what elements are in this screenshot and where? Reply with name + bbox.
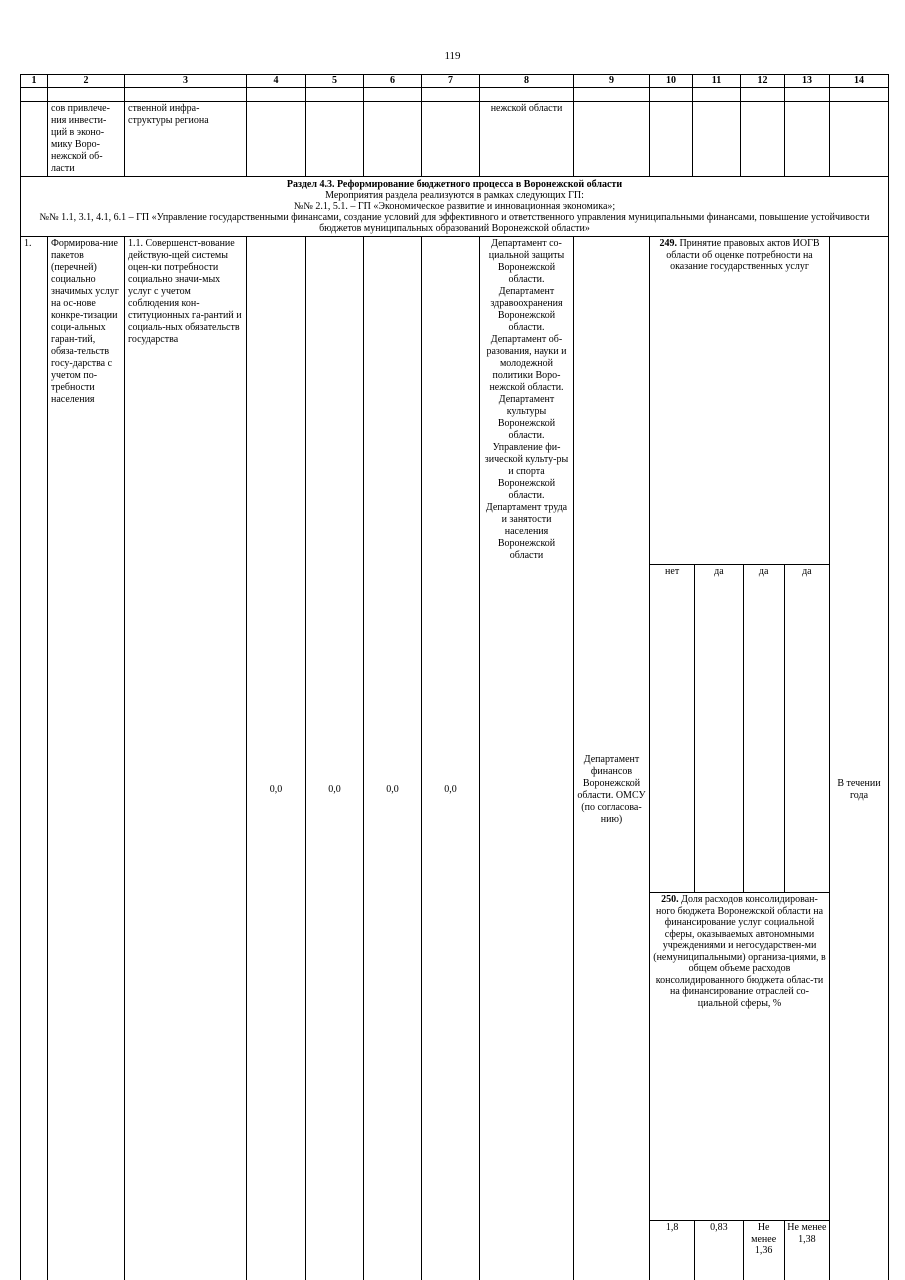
table-cell bbox=[785, 102, 830, 177]
table-cell bbox=[364, 102, 422, 177]
section-programs-line: №№ 1.1, 3.1, 4.1, 6.1 – ГП «Управление государственными финансами, создание условий для эффективного и ответственного управления муниципальными финансами, повышение устойчивости бюджетов муниципальных образований Воронежской области» bbox=[25, 212, 884, 234]
header-cell: 1 bbox=[21, 75, 48, 88]
indicator-value: нет bbox=[650, 565, 695, 893]
measure-description: 1.1. Совершенст-вование действую-щей системы оцен-ки потребности социально значи-мых услуг с учетом соблюдения кон-ституционных га-рантий и социаль-ных обязательств государства bbox=[125, 237, 247, 1280]
term-cell: В течении года bbox=[830, 237, 889, 1280]
funding-cell: 0,0 bbox=[306, 237, 364, 1280]
table-cell bbox=[247, 102, 306, 177]
plan-table bbox=[20, 74, 889, 1280]
table-cell bbox=[21, 102, 48, 177]
header-cell: 9 bbox=[574, 75, 650, 88]
indicator-249-values bbox=[650, 565, 829, 893]
indicator-value: 0,83 bbox=[695, 1221, 743, 1280]
header-gap-row bbox=[21, 88, 889, 102]
header-cell: 11 bbox=[693, 75, 741, 88]
section-programs-line: №№ 2.1, 5.1. – ГП «Экономическое развитие и инновационная экономика»; bbox=[25, 201, 884, 212]
header-cell: 6 bbox=[364, 75, 422, 88]
section-header bbox=[21, 177, 889, 237]
table-cell bbox=[741, 102, 785, 177]
indicator-value: Не менее 1,36 bbox=[743, 1221, 784, 1280]
table-cell bbox=[306, 102, 364, 177]
indicator-value: да bbox=[784, 565, 829, 893]
column-number-header bbox=[21, 75, 889, 88]
indicator-value: да bbox=[695, 565, 743, 893]
table-cell: сов привлече-ния инвести-ций в эконо-мику Воро-нежской об-ласти bbox=[48, 102, 125, 177]
header-cell: 3 bbox=[125, 75, 247, 88]
header-cell: 5 bbox=[306, 75, 364, 88]
activity-name: Формирова-ние пакетов (перечней) социально значимых услуг на ос-нове конкре-тизации соци-альных гаран-тий, обяза-тельств госу-дарства с учетом по-требности населения bbox=[48, 237, 125, 1280]
funding-cell: 0,0 bbox=[247, 237, 306, 1280]
indicator-250-values bbox=[650, 1221, 829, 1280]
table-cell bbox=[693, 102, 741, 177]
continuation-row bbox=[21, 102, 889, 177]
funding-cell: 0,0 bbox=[364, 237, 422, 1280]
header-cell: 2 bbox=[48, 75, 125, 88]
table-cell bbox=[830, 102, 889, 177]
indicator-number: 249. bbox=[659, 238, 677, 249]
executors-cell: Департамент со-циальной защиты Воронежской области. Департамент здравоохранения Воронежской области. Департамент об-разования, науки и молодежной политики Воро-нежской области. Департамент культуры Воронежской области. Управление фи-зической культу-ры и спорта Воронежской области. Департамент труда и занятости населения Воронежской области bbox=[480, 237, 574, 1280]
table-cell: нежской области bbox=[480, 102, 574, 177]
header-cell: 14 bbox=[830, 75, 889, 88]
indicator-text: Доля расходов консолидирован-ного бюджета Воронежской области на финансирование услуг социальной сферы, оказываемых автономными учреждениями и негосударствен-ми (немуниципальными) организа-циями, в общем объеме расходов консолидированного бюджета облас-ти на финансирование отраслей со-циальной сферы, % bbox=[653, 894, 826, 1009]
indicators-block bbox=[650, 237, 830, 1280]
indicator-250 bbox=[650, 893, 829, 1221]
table-cell bbox=[574, 102, 650, 177]
header-cell: 8 bbox=[480, 75, 574, 88]
header-cell: 12 bbox=[741, 75, 785, 88]
indicator-value: да bbox=[743, 565, 784, 893]
header-cell: 7 bbox=[422, 75, 480, 88]
header-cell: 13 bbox=[785, 75, 830, 88]
section-title: Раздел 4.3. Реформирование бюджетного процесса в Воронежской области bbox=[25, 179, 884, 190]
table-cell bbox=[650, 102, 693, 177]
coexecutors-cell: Департамент финансов Воронежской области. ОМСУ (по согласова-нию) bbox=[574, 237, 650, 1280]
indicator-text: Принятие правовых актов ИОГВ области об оценке потребности на оказание государственных услуг bbox=[666, 238, 819, 272]
indicator-249 bbox=[650, 237, 829, 565]
header-cell: 10 bbox=[650, 75, 693, 88]
table-cell bbox=[422, 102, 480, 177]
section-header-row bbox=[21, 177, 889, 237]
page-number: 119 bbox=[0, 50, 905, 62]
section-subtitle: Мероприятия раздела реализуются в рамках следующих ГП: bbox=[25, 190, 884, 201]
table-row bbox=[21, 237, 889, 1280]
funding-cell: 0,0 bbox=[422, 237, 480, 1280]
table-cell: ственной инфра-структуры региона bbox=[125, 102, 247, 177]
indicator-250-row bbox=[650, 893, 829, 1221]
header-cell: 4 bbox=[247, 75, 306, 88]
indicator-value: 1,8 bbox=[650, 1221, 695, 1280]
row-number: 1. bbox=[21, 237, 48, 1280]
indicator-number: 250. bbox=[661, 894, 679, 905]
indicator-value: Не менее 1,38 bbox=[784, 1221, 829, 1280]
indicators-table bbox=[650, 237, 829, 1280]
indicator-249-row bbox=[650, 237, 829, 565]
